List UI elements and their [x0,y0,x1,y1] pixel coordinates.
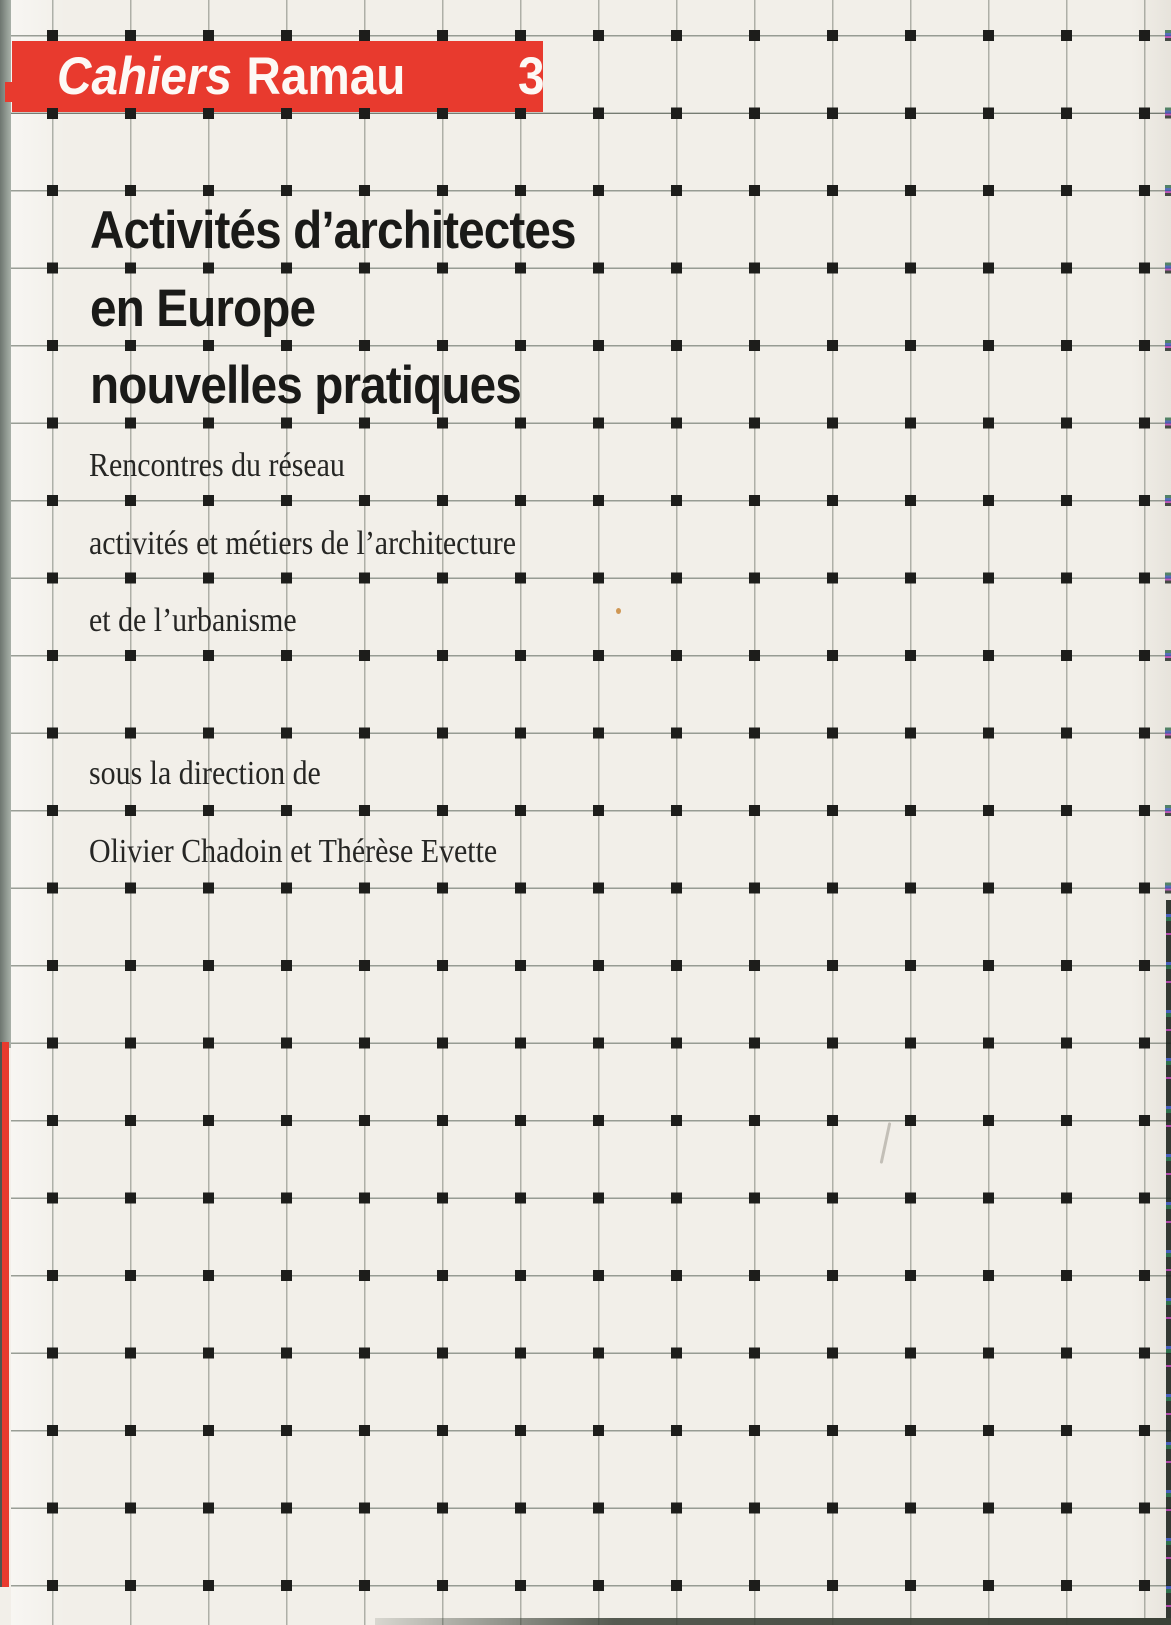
series-name-bold: Ramau [246,47,406,106]
issue-number: 3 [517,47,545,106]
book-subtitle [89,427,516,660]
subtitle-line-3: et de l’urbanisme [89,602,297,639]
grid-dots-over-banner [11,108,1171,119]
subtitle-line-1: Rencontres du réseau [89,447,345,484]
subtitle-line-2: activités et métiers de l’architecture [89,524,516,562]
byline-intro: sous la direction de [89,755,321,792]
byline [89,735,497,890]
scan-noise-right-edge-top [1165,0,1171,900]
byline-authors: Olivier Chadoin et Thérèse Evette [89,832,498,870]
series-banner [12,41,543,112]
book-title [90,192,576,425]
title-line-3: nouvelles pratiques [90,356,521,415]
paper-speck [616,608,621,614]
title-line-1: Activités d’architectes [90,201,576,260]
series-name-italic: Cahiers [57,47,232,106]
series-banner-text [12,47,545,106]
scanner-edge-left [0,0,11,1048]
scan-noise-right-edge-bottom [1166,900,1171,1625]
spine-red-strip [0,1042,9,1587]
scan-shadow-bottom [375,1618,1171,1625]
title-line-2: en Europe [90,278,316,338]
